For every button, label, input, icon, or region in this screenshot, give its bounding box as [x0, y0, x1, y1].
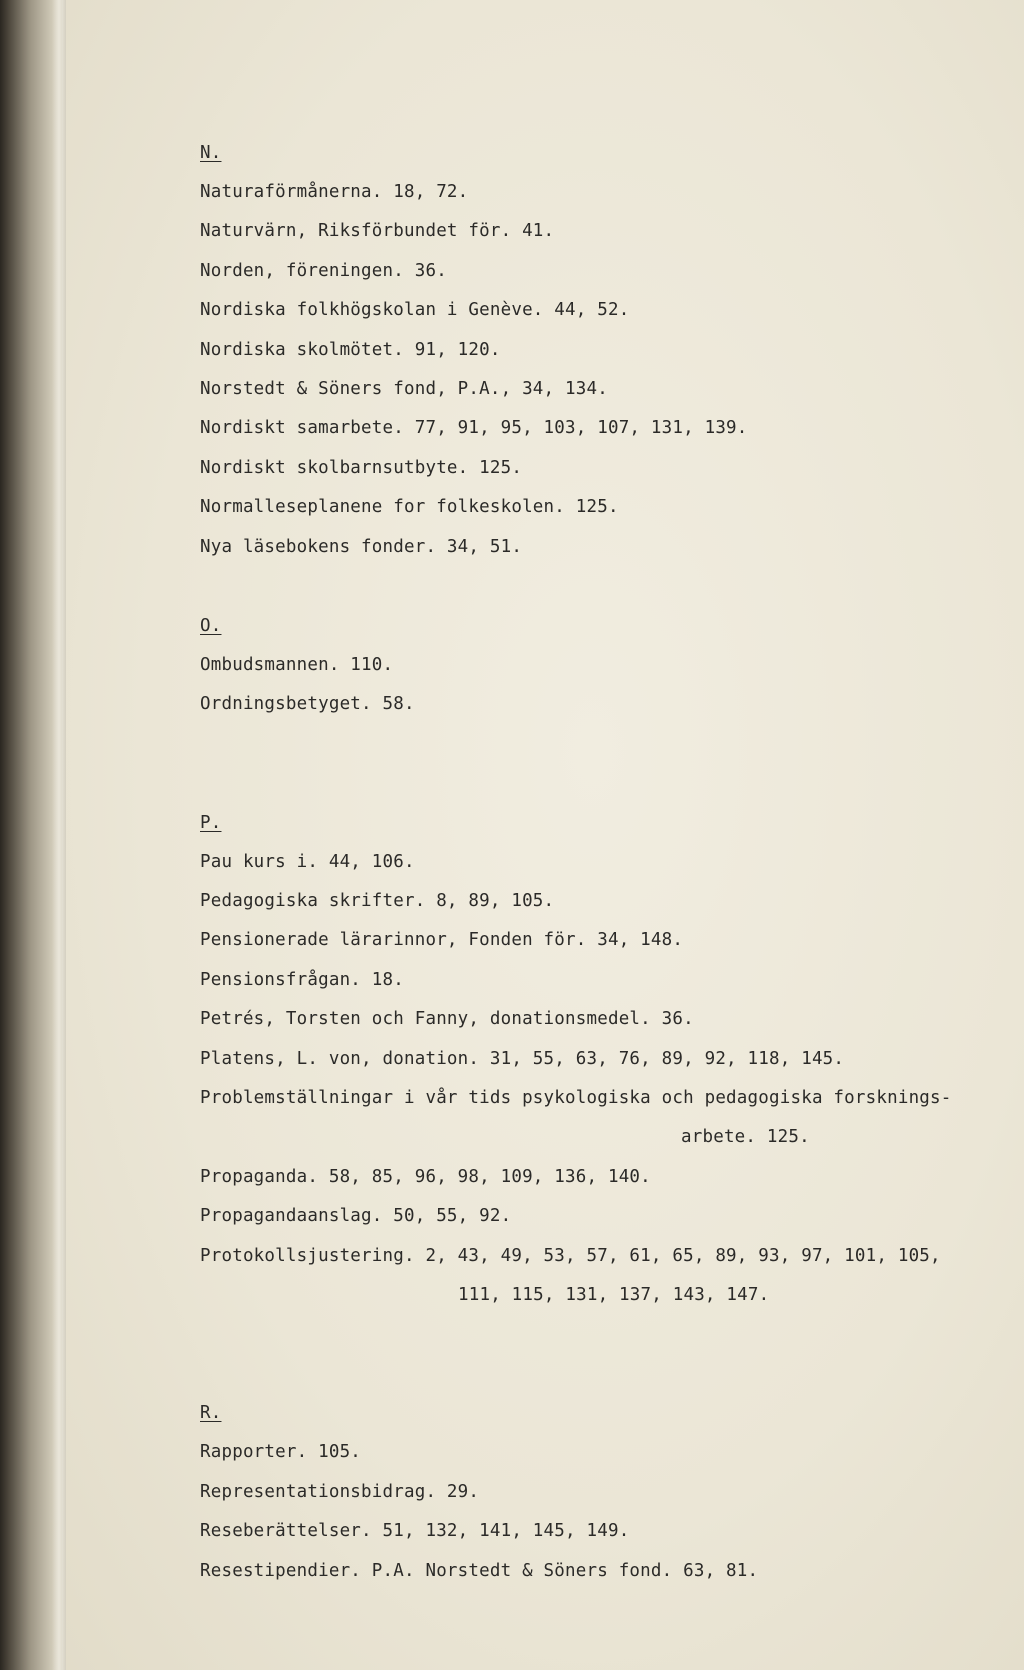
index-entry: Pensionsfrågan. 18.: [200, 969, 404, 990]
index-entry: Petrés, Torsten och Fanny, donationsmedel. 36.: [200, 1009, 694, 1030]
index-section-o: [200, 606, 1020, 725]
index-entry: Problemställningar i vår tids psykologiska och pedagogiska forsknings-: [200, 1088, 952, 1109]
index-entry: Propagandaanslag. 50, 55, 92.: [200, 1206, 512, 1227]
section-letter-p: P.: [200, 812, 222, 833]
index-entry: Ordningsbetyget. 58.: [200, 694, 415, 715]
section-spacer: [200, 1315, 1020, 1393]
index-entry: Naturvärn, Riksförbundet för. 41.: [200, 221, 555, 242]
index-entry: Nordiska skolmötet. 91, 120.: [200, 339, 501, 360]
index-entry: Reseberättelser. 51, 132, 141, 145, 149.: [200, 1521, 630, 1542]
index-entry: Pensionerade lärarinnor, Fonden för. 34, 148.: [200, 930, 684, 951]
index-section-p: [200, 803, 1020, 1316]
index-entry: Nya läsebokens fonder. 34, 51.: [200, 536, 523, 557]
index-entry: Platens, L. von, donation. 31, 55, 63, 76, 89, 92, 118, 145.: [200, 1048, 845, 1069]
index-entry: Nordiskt skolbarnsutbyte. 125.: [200, 457, 523, 478]
index-entry: Nordiska folkhögskolan i Genève. 44, 52.: [200, 300, 630, 321]
index-entry: Representationsbidrag. 29.: [200, 1481, 480, 1502]
index-entry: Rapporter. 105.: [200, 1442, 362, 1463]
index-page-content: [200, 133, 1020, 1591]
index-entry: Nordiskt samarbete. 77, 91, 95, 103, 107, 131, 139.: [200, 418, 748, 439]
index-section-n: [200, 133, 1020, 567]
section-letter-o: O.: [200, 615, 222, 636]
index-section-r: [200, 1393, 1020, 1591]
index-entry: Norden, föreningen. 36.: [200, 260, 447, 281]
index-entry-continuation: arbete. 125.: [681, 1127, 810, 1148]
page-fold-shadow: [52, 0, 66, 1670]
index-entry: Pau kurs i. 44, 106.: [200, 851, 415, 872]
section-letter-n: N.: [200, 143, 222, 163]
index-entry: Ombudsmannen. 110.: [200, 654, 394, 675]
section-letter-r: R.: [200, 1403, 222, 1424]
index-entry: Norstedt & Söners fond, P.A., 34, 134.: [200, 378, 608, 399]
index-entry: Pedagogiska skrifter. 8, 89, 105.: [200, 891, 555, 912]
index-entry: Normalleseplanene for folkeskolen. 125.: [200, 497, 619, 518]
index-entry-continuation: 111, 115, 131, 137, 143, 147.: [458, 1284, 770, 1305]
index-entry: Naturaförmånerna. 18, 72.: [200, 182, 469, 202]
section-spacer: [200, 567, 1020, 606]
index-entry: Propaganda. 58, 85, 96, 98, 109, 136, 140.: [200, 1166, 651, 1187]
section-spacer: [200, 725, 1020, 803]
index-entry: Resestipendier. P.A. Norstedt & Söners fond. 63, 81.: [200, 1560, 759, 1581]
index-entry: Protokollsjustering. 2, 43, 49, 53, 57, 61, 65, 89, 93, 97, 101, 105,: [200, 1245, 941, 1266]
